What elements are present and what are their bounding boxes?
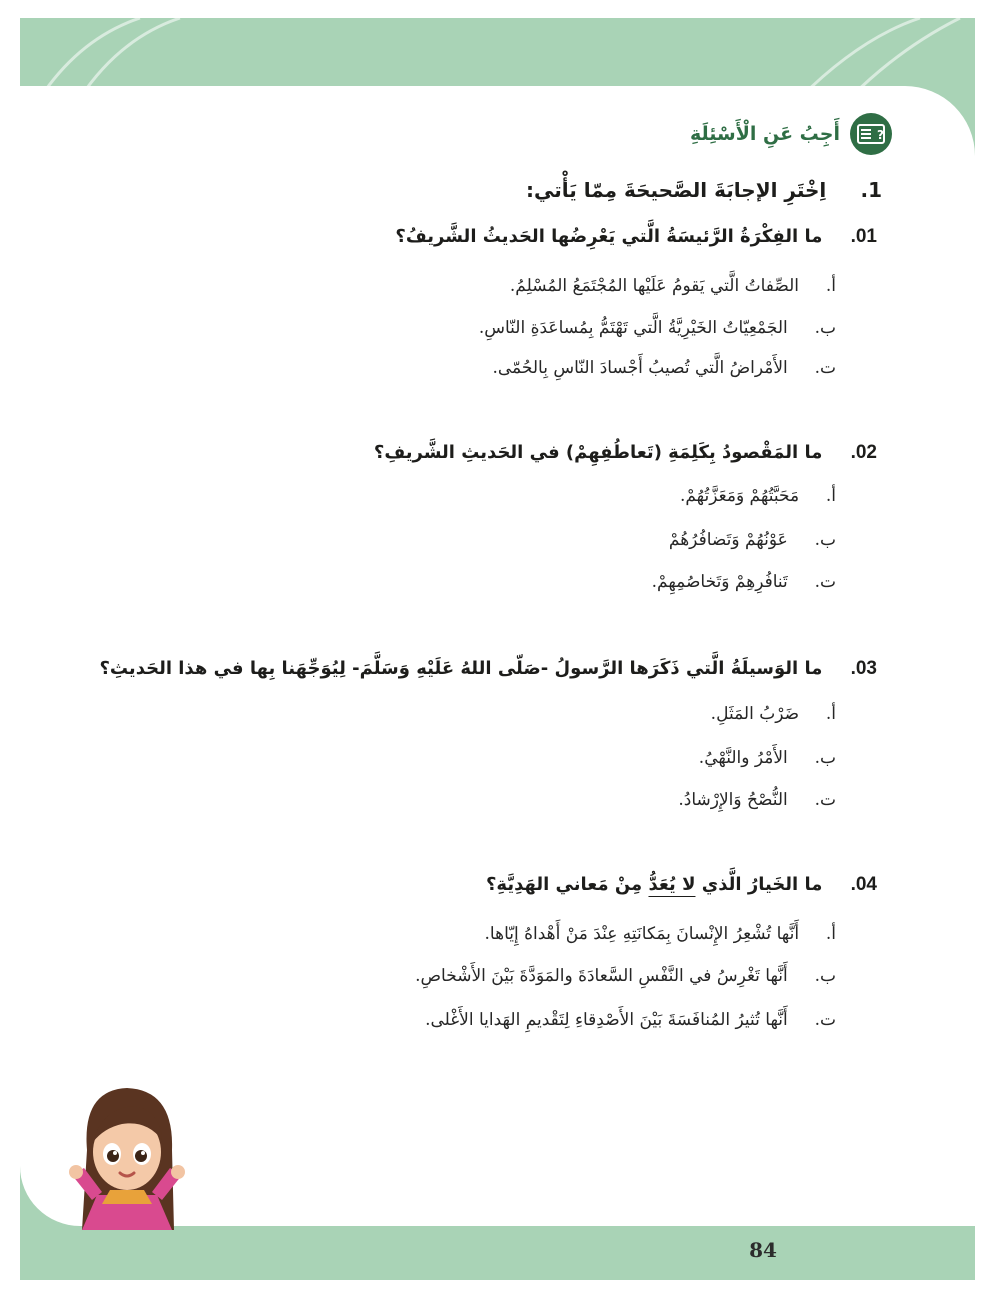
- option-a: [485, 924, 836, 944]
- option-text: مَحَبَّتُهُمْ وَمَعَزَّتُهُمْ.: [679, 486, 800, 506]
- option-letter: ب.: [814, 748, 836, 768]
- option-text: أَنَّها تَغْرِسُ في النَّفْسِ السَّعادَةَ والمَوَدَّةَ بَيْنَ الأَشْخاصِ.: [415, 966, 788, 986]
- question-1: [395, 226, 877, 248]
- question-number: 03.: [850, 658, 877, 679]
- question-3: [99, 658, 877, 680]
- question-number: 02.: [850, 442, 877, 463]
- option-a: [510, 276, 836, 296]
- option-text: الأَمْراضُ الَّتي تُصيبُ أَجْسادَ النّاسِ بِالحُمّى.: [492, 358, 788, 378]
- question-text-after: مِنْ مَعاني الهَدِيَّةِ؟: [485, 874, 649, 895]
- option-c: [678, 790, 836, 810]
- question-number: 04.: [850, 874, 877, 895]
- option-letter: أ.: [825, 924, 836, 944]
- option-c: [425, 1010, 836, 1030]
- option-letter: ت.: [814, 790, 836, 810]
- option-letter: ت.: [814, 1010, 836, 1030]
- option-letter: ب.: [814, 318, 836, 338]
- option-text: أَنَّها تُشْعِرُ الإِنْسانَ بِمَكانَتِهِ عِنْدَ مَنْ أَهْداهُ إِيّاها.: [484, 924, 800, 944]
- option-a: [711, 704, 836, 724]
- option-letter: أ.: [825, 704, 836, 724]
- option-text: النُّصْحُ وَالإِرْشادُ.: [678, 790, 788, 810]
- option-text: أَنَّها تُثيرُ المُنافَسَةَ بَيْنَ الأَصْدِقاءِ لِتَقْديمِ الهَدايا الأَغْلى.: [425, 1010, 788, 1030]
- option-b: [415, 966, 836, 986]
- option-letter: أ.: [825, 276, 836, 296]
- option-text: تَنافُرِهِمْ وَتَخاصُمِهِمْ.: [651, 572, 788, 592]
- option-letter: ت.: [814, 358, 836, 378]
- section-title: أَجِبُ عَنِ الْأَسْئِلَةِ: [689, 123, 840, 145]
- option-text: الأَمْرُ والنَّهْيُ.: [698, 748, 788, 768]
- question-text: ما الوَسيلَةُ الَّتي ذَكَرَها الرَّسولُ -صَلّى اللهُ عَلَيْهِ وَسَلَّمَ- لِيُوَجِّهَنا بِها في هذا الحَديثِ؟: [99, 658, 823, 679]
- option-c: [652, 572, 836, 592]
- girl-illustration: [62, 1080, 192, 1230]
- option-text: الجَمْعِيّاتُ الخَيْرِيَّةُ الَّتي تَهْتَمُّ بِمُساعَدَةِ النّاسِ.: [478, 318, 788, 338]
- content-card: [20, 86, 975, 1226]
- option-text: ضَرْبُ المَثَلِ.: [710, 704, 800, 724]
- option-letter: ب.: [814, 530, 836, 550]
- question-4: [486, 874, 877, 896]
- instruction: [526, 178, 882, 202]
- question-text-before: ما الخَيارُ الَّذي: [695, 874, 823, 895]
- option-b: [699, 748, 836, 768]
- question-number: 01.: [850, 226, 877, 247]
- question-card-icon: [850, 113, 892, 155]
- instruction-text: اِخْتَرِ الإجابَةَ الصَّحيحَةَ مِمّا يَأْتي:: [525, 178, 827, 202]
- option-a: [680, 486, 836, 506]
- instruction-number: 1.: [860, 178, 882, 202]
- question-text: ما الفِكْرَةُ الرَّئيسَةُ الَّتي يَعْرِضُها الحَديثُ الشَّريفُ؟: [395, 226, 823, 247]
- option-letter: ب.: [814, 966, 836, 986]
- svg-text:?: ?: [877, 128, 884, 142]
- option-letter: ت.: [814, 572, 836, 592]
- question-2: [374, 442, 877, 464]
- option-b: [479, 318, 836, 338]
- option-text: عَوْنُهُمْ وَتَضافُرُهُمْ: [668, 530, 788, 550]
- section-header: [690, 114, 892, 154]
- option-c: [492, 358, 836, 378]
- page-number: 84: [749, 1238, 777, 1262]
- question-text: ما المَقْصودُ بِكَلِمَةِ (تَعاطُفِهِمْ) في الحَديثِ الشَّريفِ؟: [373, 442, 823, 463]
- option-text: الصِّفاتُ الَّتي يَقومُ عَلَيْها المُجْتَمَعُ المُسْلِمُ.: [509, 276, 800, 296]
- option-b: [669, 530, 836, 550]
- option-letter: أ.: [825, 486, 836, 506]
- question-text-underlined: لا يُعَدُّ: [648, 874, 696, 895]
